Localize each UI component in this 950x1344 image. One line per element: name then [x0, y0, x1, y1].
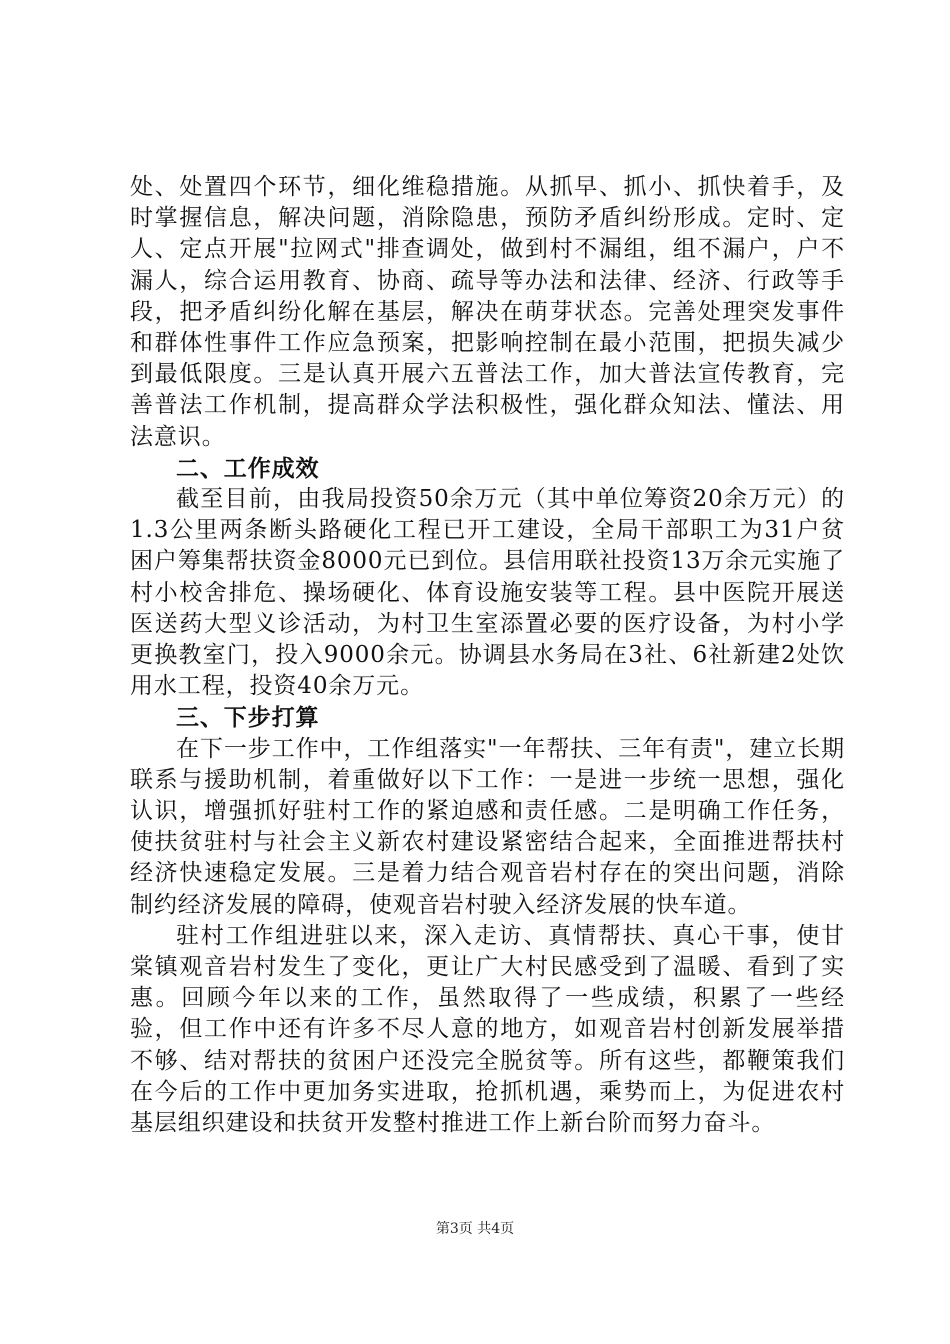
section-heading-results: 二、工作成效	[176, 454, 320, 482]
page-footer: 第3页 共4页	[435, 1221, 515, 1237]
paragraph-continuation: 处、处置四个环节，细化维稳措施。从抓早、抓小、抓快着手，及时掌握信息，解决问题，消除隐患，预防矛盾纠纷形成。定时、定人、定点开展"拉网式"排查调处，做到村不漏组，组不漏户，户不漏人，综合运用教育、协商、疏导等办法和法律、经济、行政等手段，把矛盾纠纷化解在基层，解决在萌芽状态。完善处理突发事件和群体性事件工作应急预案，把影响控制在最小范围，把损失减少到最低限度。三是认真开展六五普法工作，加大普法宣传教育，完善普法工作机制，提高群众学法积极性，强化群众知法、懂法、用法意识。	[130, 174, 845, 450]
section-heading-next-steps: 三、下步打算	[176, 704, 320, 732]
paragraph-next-steps: 在下一步工作中，工作组落实"一年帮扶、三年有责"，建立长期联系与援助机制，着重做好以下工作：一是进一步统一思想，强化认识，增强抓好驻村工作的紧迫感和责任感。二是明确工作任务，使扶贫驻村与社会主义新农村建设紧密结合起来，全面推进帮扶村经济快速稳定发展。三是着力结合观音岩村存在的突出问题，消除制约经济发展的障碍，使观音岩村驶入经济发展的快车道。	[130, 735, 845, 918]
document-body	[130, 172, 845, 1139]
paragraph-results: 截至目前，由我局投资50余万元（其中单位筹资20余万元）的1.3公里两条断头路硬化工程已开工建设，全局干部职工为31户贫困户筹集帮扶资金8000元已到位。县信用联社投资13万余元实施了村小校舍排危、操场硬化、体育设施安装等工程。县中医院开展送医送药大型义诊活动，为村卫生室添置必要的医疗设备，为村小学更换教室门，投入9000余元。协调县水务局在3社、6社新建2处饮用水工程，投资40余万元。	[130, 486, 845, 700]
paragraph-conclusion: 驻村工作组进驻以来，深入走访、真情帮扶、真心干事，使甘棠镇观音岩村发生了变化，更让广大村民感受到了温暖、看到了实惠。回顾今年以来的工作，虽然取得了一些成绩，积累了一些经验，但工作中还有许多不尽人意的地方，如观音岩村创新发展举措不够、结对帮扶的贫困户还没完全脱贫等。所有这些，都鞭策我们在今后的工作中更加务实进取，抢抓机遇，乘势而上，为促进农村基层组织建设和扶贫开发整村推进工作上新台阶而努力奋斗。	[130, 922, 845, 1137]
